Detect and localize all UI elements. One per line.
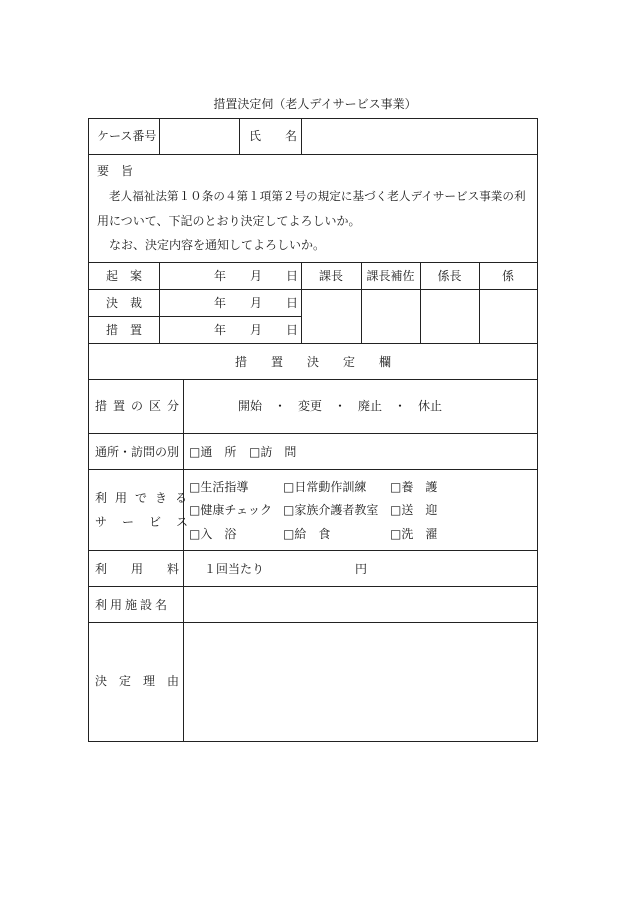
category-label-text: 措置の区分 bbox=[95, 399, 186, 413]
rule-summary-bottom bbox=[89, 262, 537, 263]
rule-name-label-right bbox=[301, 119, 302, 154]
approval-row-sochi-label: 措 置 bbox=[105, 323, 142, 337]
fee-per-visit-label: １回当たり bbox=[204, 562, 265, 576]
rule-fee-bottom bbox=[89, 586, 537, 587]
rule-kessai-bottom bbox=[89, 316, 301, 317]
stamp-kacho-label: 課長 bbox=[318, 269, 343, 283]
rule-facility-bottom bbox=[89, 622, 537, 623]
case-number-field[interactable] bbox=[165, 130, 233, 144]
service-sogei[interactable]: □送 迎 bbox=[390, 503, 438, 517]
facility-field[interactable] bbox=[189, 599, 529, 613]
service-kenko-check[interactable]: □健康チェック bbox=[189, 503, 272, 517]
category-label bbox=[95, 399, 186, 413]
rule-category-bottom bbox=[89, 433, 537, 434]
service-kyushoku[interactable]: □給 食 bbox=[283, 527, 331, 541]
rule-approval-bottom bbox=[89, 343, 537, 344]
approval-row-kian-date: 年 月 日 bbox=[214, 269, 299, 283]
stamp-kacho-hosa-label: 課長補佐 bbox=[366, 269, 415, 283]
services-label-line-2: サービス bbox=[95, 515, 204, 529]
rule-approval-label-right bbox=[159, 262, 160, 343]
service-seikatsu-shido[interactable]: □生活指導 bbox=[189, 480, 249, 494]
stamp-kakari-label: 係 bbox=[501, 269, 514, 283]
services-label-line-1: 利用できる bbox=[95, 491, 196, 505]
service-sentaku[interactable]: □洗 濯 bbox=[390, 527, 438, 541]
rule-visit-bottom bbox=[89, 469, 537, 470]
visit-type-label: 通所・訪問の別 bbox=[95, 445, 180, 459]
rule-section-title-bottom bbox=[89, 379, 537, 380]
summary-line-3: なお、決定内容を通知してよろしいか。 bbox=[109, 238, 326, 252]
approval-row-kian-label: 起 案 bbox=[105, 269, 142, 283]
reason-field[interactable] bbox=[189, 631, 529, 731]
reason-label: 決定理由 bbox=[95, 674, 192, 688]
summary-heading: 要 旨 bbox=[97, 164, 134, 178]
summary-line-1: 老人福祉法第１０条の４第１項第２号の規定に基づく老人デイサービス事業の利 bbox=[109, 189, 526, 203]
service-kazoku-kaigosha-kyoshitsu[interactable]: □家族介護者教室 bbox=[283, 503, 379, 517]
name-field[interactable] bbox=[307, 130, 531, 144]
rule-services-bottom bbox=[89, 550, 537, 551]
service-nichijo-dosa-kunren[interactable]: □日常動作訓練 bbox=[283, 480, 367, 494]
visit-option-homon[interactable]: □訪 問 bbox=[249, 445, 297, 459]
visit-option-tsusho[interactable]: □通 所 bbox=[189, 445, 237, 459]
fee-yen-unit: 円 bbox=[355, 562, 368, 576]
decision-form bbox=[88, 118, 538, 742]
case-number-label: ケース番号 bbox=[97, 129, 157, 143]
approval-row-kessai-label: 決 裁 bbox=[105, 296, 142, 310]
service-yogo[interactable]: □養 護 bbox=[390, 480, 438, 494]
facility-label: 利用施設名 bbox=[95, 598, 171, 612]
category-options[interactable]: 開始 ・ 変更 ・ 廃止 ・ 休止 bbox=[238, 399, 443, 413]
rule-kian-bottom bbox=[89, 289, 537, 290]
approval-row-sochi-date: 年 月 日 bbox=[214, 323, 299, 337]
summary-line-2: 用について、下記のとおり決定してよろしいか。 bbox=[97, 214, 361, 228]
rule-case-value-right bbox=[239, 119, 240, 154]
decision-section-title: 措 置 決 定 欄 bbox=[234, 355, 391, 369]
service-nyuyoku[interactable]: □入 浴 bbox=[189, 527, 237, 541]
stamp-kakaricho-label: 係長 bbox=[437, 269, 462, 283]
rule-header-bottom bbox=[89, 154, 537, 155]
fee-label: 利 用 料 bbox=[95, 562, 180, 576]
approval-row-kessai-date: 年 月 日 bbox=[214, 296, 299, 310]
name-label: 氏 名 bbox=[249, 129, 298, 143]
document-title: 措置決定伺（老人デイサービス事業） bbox=[213, 97, 417, 111]
rule-case-label-right bbox=[159, 119, 160, 154]
